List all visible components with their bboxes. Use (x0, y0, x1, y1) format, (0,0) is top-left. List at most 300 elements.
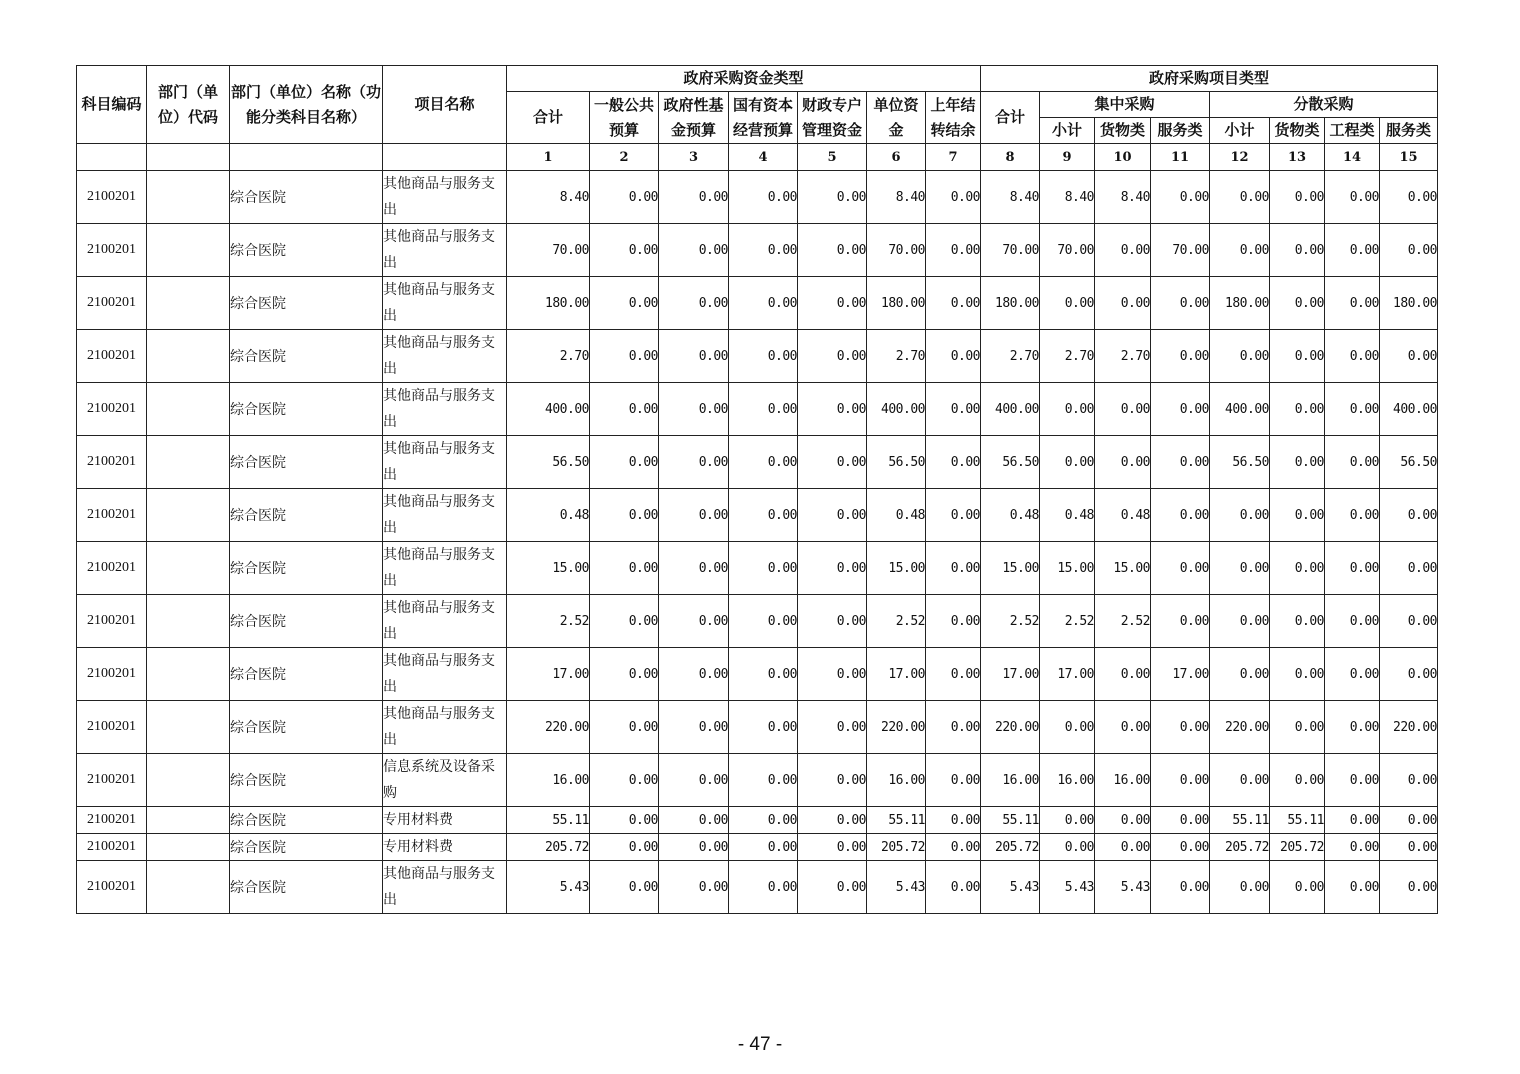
amount-cell: 0.00 (1380, 595, 1438, 648)
project-name-cell: 其他商品与服务支出 (383, 701, 507, 754)
amount-cell: 0.00 (1040, 807, 1095, 834)
amount-cell: 180.00 (1210, 277, 1270, 330)
amount-cell: 0.00 (1095, 648, 1151, 701)
project-name-cell: 其他商品与服务支出 (383, 595, 507, 648)
amount-cell: 0.48 (1095, 489, 1151, 542)
amount-cell: 0.00 (926, 224, 981, 277)
header-column-number: 11 (1151, 144, 1210, 171)
amount-cell: 17.00 (1151, 648, 1210, 701)
project-name-cell: 其他商品与服务支出 (383, 648, 507, 701)
amount-cell: 0.00 (798, 595, 867, 648)
amount-cell: 0.00 (590, 595, 659, 648)
header-fund-total: 合计 (507, 92, 590, 144)
header-special-account-fund: 财政专户管理资金 (798, 92, 867, 144)
amount-cell: 0.00 (1210, 542, 1270, 595)
header-type-total: 合计 (981, 92, 1040, 144)
amount-cell: 2.52 (867, 595, 926, 648)
amount-cell: 0.00 (1325, 277, 1380, 330)
amount-cell: 0.00 (1095, 383, 1151, 436)
project-name-cell: 其他商品与服务支出 (383, 277, 507, 330)
amount-cell: 0.00 (1325, 648, 1380, 701)
amount-cell: 16.00 (507, 754, 590, 807)
amount-cell: 0.00 (798, 754, 867, 807)
header-gov-fund-budget: 政府性基金预算 (659, 92, 729, 144)
amount-cell: 0.00 (659, 383, 729, 436)
amount-cell: 0.00 (1325, 754, 1380, 807)
amount-cell: 0.00 (590, 330, 659, 383)
project-name-cell: 其他商品与服务支出 (383, 224, 507, 277)
subject-code-cell: 2100201 (77, 595, 147, 648)
amount-cell: 0.00 (1380, 861, 1438, 914)
project-name-cell: 其他商品与服务支出 (383, 489, 507, 542)
amount-cell: 70.00 (507, 224, 590, 277)
unit-name-cell: 综合医院 (230, 436, 383, 489)
header-project-name: 项目名称 (383, 66, 507, 144)
amount-cell: 0.48 (981, 489, 1040, 542)
amount-cell: 15.00 (867, 542, 926, 595)
project-name-cell: 其他商品与服务支出 (383, 542, 507, 595)
amount-cell: 0.00 (926, 330, 981, 383)
dept-code-cell (147, 807, 230, 834)
amount-cell: 0.00 (729, 277, 798, 330)
header-column-number: 15 (1380, 144, 1438, 171)
header-unit-fund: 单位资金 (867, 92, 926, 144)
amount-cell: 0.00 (1270, 701, 1325, 754)
amount-cell: 0.00 (1151, 277, 1210, 330)
header-column-number: 6 (867, 144, 926, 171)
header-column-number: 3 (659, 144, 729, 171)
table-row (77, 383, 1438, 436)
amount-cell: 0.00 (590, 807, 659, 834)
amount-cell: 0.00 (1325, 489, 1380, 542)
dept-code-cell (147, 224, 230, 277)
amount-cell: 0.00 (729, 436, 798, 489)
amount-cell: 2.52 (507, 595, 590, 648)
header-dispersed-procurement: 分散采购 (1210, 92, 1438, 118)
amount-cell: 0.00 (1270, 436, 1325, 489)
amount-cell: 16.00 (981, 754, 1040, 807)
amount-cell: 0.00 (798, 701, 867, 754)
amount-cell: 0.00 (590, 436, 659, 489)
amount-cell: 0.00 (1210, 171, 1270, 224)
amount-cell: 0.00 (1325, 807, 1380, 834)
dept-code-cell (147, 330, 230, 383)
amount-cell: 400.00 (867, 383, 926, 436)
dept-code-cell (147, 861, 230, 914)
unit-name-cell: 综合医院 (230, 383, 383, 436)
amount-cell: 0.00 (1095, 224, 1151, 277)
amount-cell: 17.00 (507, 648, 590, 701)
procurement-table (76, 65, 1438, 914)
project-name-cell: 其他商品与服务支出 (383, 436, 507, 489)
project-name-cell: 专用材料费 (383, 807, 507, 834)
amount-cell: 16.00 (1095, 754, 1151, 807)
amount-cell: 0.00 (659, 224, 729, 277)
amount-cell: 0.00 (1325, 436, 1380, 489)
table-row (77, 542, 1438, 595)
project-name-cell: 其他商品与服务支出 (383, 171, 507, 224)
amount-cell: 55.11 (507, 807, 590, 834)
amount-cell: 205.72 (507, 834, 590, 861)
amount-cell: 0.00 (1270, 383, 1325, 436)
amount-cell: 0.00 (1095, 834, 1151, 861)
amount-cell: 55.11 (1210, 807, 1270, 834)
amount-cell: 0.00 (1270, 277, 1325, 330)
table-row (77, 171, 1438, 224)
amount-cell: 0.00 (1151, 171, 1210, 224)
amount-cell: 0.00 (659, 330, 729, 383)
table-row (77, 277, 1438, 330)
amount-cell: 180.00 (981, 277, 1040, 330)
amount-cell: 8.40 (981, 171, 1040, 224)
amount-cell: 0.00 (590, 383, 659, 436)
amount-cell: 15.00 (507, 542, 590, 595)
amount-cell: 0.00 (729, 807, 798, 834)
header-dept-name: 部门（单位）名称（功能分类科目名称） (230, 66, 383, 144)
amount-cell: 205.72 (867, 834, 926, 861)
amount-cell: 0.00 (1325, 701, 1380, 754)
amount-cell: 0.00 (659, 595, 729, 648)
unit-name-cell: 综合医院 (230, 171, 383, 224)
amount-cell: 0.00 (729, 834, 798, 861)
amount-cell: 2.70 (1040, 330, 1095, 383)
unit-name-cell: 综合医院 (230, 701, 383, 754)
amount-cell: 0.00 (1270, 595, 1325, 648)
amount-cell: 0.00 (1095, 701, 1151, 754)
amount-cell: 0.00 (1151, 595, 1210, 648)
unit-name-cell: 综合医院 (230, 861, 383, 914)
amount-cell: 0.00 (926, 648, 981, 701)
dept-code-cell (147, 542, 230, 595)
amount-cell: 0.00 (1210, 224, 1270, 277)
amount-cell: 0.48 (1040, 489, 1095, 542)
amount-cell: 0.00 (798, 542, 867, 595)
amount-cell: 0.00 (659, 701, 729, 754)
table-row (77, 595, 1438, 648)
amount-cell: 0.00 (1040, 436, 1095, 489)
subject-code-cell: 2100201 (77, 277, 147, 330)
amount-cell: 5.43 (981, 861, 1040, 914)
header-column-number: 7 (926, 144, 981, 171)
amount-cell: 0.00 (659, 436, 729, 489)
amount-cell: 56.50 (507, 436, 590, 489)
amount-cell: 400.00 (1380, 383, 1438, 436)
amount-cell: 0.00 (926, 861, 981, 914)
header-central-services: 服务类 (1151, 118, 1210, 144)
amount-cell: 0.00 (1325, 171, 1380, 224)
table-header (77, 66, 1438, 171)
amount-cell: 0.00 (1210, 595, 1270, 648)
header-number-blank (383, 144, 507, 171)
dept-code-cell (147, 383, 230, 436)
header-number-blank (77, 144, 147, 171)
header-column-number: 9 (1040, 144, 1095, 171)
amount-cell: 0.00 (1325, 542, 1380, 595)
amount-cell: 0.00 (926, 807, 981, 834)
subject-code-cell: 2100201 (77, 701, 147, 754)
dept-code-cell (147, 489, 230, 542)
amount-cell: 0.00 (1210, 754, 1270, 807)
amount-cell: 15.00 (1095, 542, 1151, 595)
amount-cell: 0.00 (926, 754, 981, 807)
amount-cell: 400.00 (1210, 383, 1270, 436)
table-row (77, 224, 1438, 277)
amount-cell: 0.00 (798, 383, 867, 436)
amount-cell: 0.00 (729, 489, 798, 542)
amount-cell: 0.00 (659, 861, 729, 914)
amount-cell: 0.00 (590, 701, 659, 754)
amount-cell: 8.40 (1095, 171, 1151, 224)
subject-code-cell: 2100201 (77, 648, 147, 701)
amount-cell: 0.00 (729, 171, 798, 224)
amount-cell: 0.00 (1151, 861, 1210, 914)
header-column-number: 8 (981, 144, 1040, 171)
amount-cell: 0.00 (729, 383, 798, 436)
subject-code-cell: 2100201 (77, 224, 147, 277)
amount-cell: 0.00 (590, 277, 659, 330)
subject-code-cell: 2100201 (77, 542, 147, 595)
dept-code-cell (147, 277, 230, 330)
amount-cell: 2.70 (981, 330, 1040, 383)
dept-code-cell (147, 754, 230, 807)
amount-cell: 70.00 (1040, 224, 1095, 277)
header-dispersed-goods: 货物类 (1270, 118, 1325, 144)
amount-cell: 0.00 (590, 542, 659, 595)
table-row (77, 436, 1438, 489)
amount-cell: 0.00 (798, 807, 867, 834)
header-column-number: 14 (1325, 144, 1380, 171)
header-central-subtotal: 小计 (1040, 118, 1095, 144)
amount-cell: 180.00 (507, 277, 590, 330)
amount-cell: 0.00 (729, 754, 798, 807)
amount-cell: 17.00 (981, 648, 1040, 701)
amount-cell: 0.00 (1325, 330, 1380, 383)
amount-cell: 205.72 (981, 834, 1040, 861)
amount-cell: 56.50 (981, 436, 1040, 489)
amount-cell: 0.00 (1270, 171, 1325, 224)
table-body (77, 171, 1438, 914)
header-dispersed-subtotal: 小计 (1210, 118, 1270, 144)
amount-cell: 0.00 (659, 648, 729, 701)
amount-cell: 0.00 (798, 436, 867, 489)
amount-cell: 0.00 (1380, 330, 1438, 383)
unit-name-cell: 综合医院 (230, 595, 383, 648)
amount-cell: 0.00 (926, 171, 981, 224)
amount-cell: 0.00 (659, 834, 729, 861)
subject-code-cell: 2100201 (77, 171, 147, 224)
amount-cell: 0.00 (926, 542, 981, 595)
amount-cell: 400.00 (507, 383, 590, 436)
amount-cell: 220.00 (1210, 701, 1270, 754)
amount-cell: 0.00 (1270, 648, 1325, 701)
header-project-type-group: 政府采购项目类型 (981, 66, 1438, 92)
amount-cell: 8.40 (867, 171, 926, 224)
unit-name-cell: 综合医院 (230, 330, 383, 383)
amount-cell: 17.00 (867, 648, 926, 701)
amount-cell: 55.11 (1270, 807, 1325, 834)
amount-cell: 0.48 (867, 489, 926, 542)
dept-code-cell (147, 436, 230, 489)
amount-cell: 0.00 (798, 330, 867, 383)
header-number-blank (147, 144, 230, 171)
amount-cell: 0.00 (590, 861, 659, 914)
amount-cell: 0.00 (659, 542, 729, 595)
amount-cell: 0.00 (659, 807, 729, 834)
amount-cell: 0.00 (590, 834, 659, 861)
amount-cell: 16.00 (1040, 754, 1095, 807)
amount-cell: 0.00 (926, 436, 981, 489)
page-number: - 47 - (737, 1034, 783, 1055)
amount-cell: 0.00 (1380, 807, 1438, 834)
unit-name-cell: 综合医院 (230, 834, 383, 861)
unit-name-cell: 综合医院 (230, 754, 383, 807)
amount-cell: 70.00 (981, 224, 1040, 277)
amount-cell: 0.00 (1270, 489, 1325, 542)
unit-name-cell: 综合医院 (230, 542, 383, 595)
amount-cell: 0.00 (1210, 489, 1270, 542)
amount-cell: 0.00 (1151, 330, 1210, 383)
amount-cell: 0.00 (729, 861, 798, 914)
dept-code-cell (147, 171, 230, 224)
header-central-procurement: 集中采购 (1040, 92, 1210, 118)
table-row (77, 834, 1438, 861)
project-name-cell: 其他商品与服务支出 (383, 383, 507, 436)
header-column-number: 1 (507, 144, 590, 171)
amount-cell: 2.70 (507, 330, 590, 383)
amount-cell: 0.00 (729, 648, 798, 701)
amount-cell: 0.00 (1040, 383, 1095, 436)
header-column-number: 5 (798, 144, 867, 171)
dept-code-cell (147, 648, 230, 701)
header-dispersed-services: 服务类 (1380, 118, 1438, 144)
amount-cell: 0.00 (1095, 807, 1151, 834)
amount-cell: 0.00 (1270, 224, 1325, 277)
amount-cell: 0.00 (1210, 330, 1270, 383)
table-row (77, 489, 1438, 542)
header-column-number: 10 (1095, 144, 1151, 171)
amount-cell: 0.00 (1151, 489, 1210, 542)
table-row (77, 807, 1438, 834)
header-central-goods: 货物类 (1095, 118, 1151, 144)
amount-cell: 0.00 (1270, 542, 1325, 595)
amount-cell: 70.00 (1151, 224, 1210, 277)
unit-name-cell: 综合医院 (230, 489, 383, 542)
amount-cell: 0.00 (729, 701, 798, 754)
amount-cell: 0.00 (1325, 834, 1380, 861)
header-general-budget: 一般公共预算 (590, 92, 659, 144)
amount-cell: 220.00 (981, 701, 1040, 754)
amount-cell: 205.72 (1270, 834, 1325, 861)
amount-cell: 0.00 (926, 489, 981, 542)
amount-cell: 220.00 (867, 701, 926, 754)
amount-cell: 0.00 (590, 224, 659, 277)
amount-cell: 0.00 (926, 595, 981, 648)
header-column-number: 13 (1270, 144, 1325, 171)
subject-code-cell: 2100201 (77, 834, 147, 861)
amount-cell: 0.00 (1380, 489, 1438, 542)
amount-cell: 2.70 (867, 330, 926, 383)
amount-cell: 2.52 (1040, 595, 1095, 648)
amount-cell: 56.50 (867, 436, 926, 489)
header-dept-code: 部门（单位）代码 (147, 66, 230, 144)
amount-cell: 0.00 (798, 861, 867, 914)
amount-cell: 0.00 (1151, 436, 1210, 489)
amount-cell: 0.00 (926, 277, 981, 330)
amount-cell: 220.00 (1380, 701, 1438, 754)
amount-cell: 0.00 (1380, 648, 1438, 701)
unit-name-cell: 综合医院 (230, 277, 383, 330)
header-subject-code: 科目编码 (77, 66, 147, 144)
amount-cell: 17.00 (1040, 648, 1095, 701)
amount-cell: 0.00 (1270, 754, 1325, 807)
subject-code-cell: 2100201 (77, 754, 147, 807)
amount-cell: 5.43 (1040, 861, 1095, 914)
amount-cell: 0.00 (659, 277, 729, 330)
amount-cell: 0.00 (1380, 834, 1438, 861)
amount-cell: 0.00 (1380, 171, 1438, 224)
amount-cell: 0.00 (1325, 383, 1380, 436)
amount-cell: 2.52 (1095, 595, 1151, 648)
table-row (77, 701, 1438, 754)
amount-cell: 0.00 (729, 224, 798, 277)
subject-code-cell: 2100201 (77, 807, 147, 834)
amount-cell: 8.40 (1040, 171, 1095, 224)
amount-cell: 15.00 (1040, 542, 1095, 595)
amount-cell: 0.00 (1325, 595, 1380, 648)
amount-cell: 2.52 (981, 595, 1040, 648)
header-carryover: 上年结转结余 (926, 92, 981, 144)
amount-cell: 0.00 (1040, 277, 1095, 330)
amount-cell: 0.00 (1151, 834, 1210, 861)
header-dispersed-engineering: 工程类 (1325, 118, 1380, 144)
amount-cell: 70.00 (867, 224, 926, 277)
amount-cell: 0.00 (926, 834, 981, 861)
amount-cell: 5.43 (867, 861, 926, 914)
amount-cell: 0.00 (798, 171, 867, 224)
amount-cell: 0.00 (798, 277, 867, 330)
table-row (77, 754, 1438, 807)
amount-cell: 0.00 (1151, 807, 1210, 834)
unit-name-cell: 综合医院 (230, 807, 383, 834)
amount-cell: 0.00 (1210, 648, 1270, 701)
amount-cell: 0.00 (1380, 224, 1438, 277)
amount-cell: 0.48 (507, 489, 590, 542)
subject-code-cell: 2100201 (77, 330, 147, 383)
amount-cell: 0.00 (659, 489, 729, 542)
amount-cell: 0.00 (1095, 277, 1151, 330)
amount-cell: 400.00 (981, 383, 1040, 436)
amount-cell: 0.00 (590, 489, 659, 542)
project-name-cell: 其他商品与服务支出 (383, 330, 507, 383)
amount-cell: 56.50 (1380, 436, 1438, 489)
amount-cell: 0.00 (590, 648, 659, 701)
table-row (77, 648, 1438, 701)
amount-cell: 0.00 (1095, 436, 1151, 489)
project-name-cell: 专用材料费 (383, 834, 507, 861)
amount-cell: 5.43 (1095, 861, 1151, 914)
amount-cell: 0.00 (798, 489, 867, 542)
unit-name-cell: 综合医院 (230, 648, 383, 701)
amount-cell: 56.50 (1210, 436, 1270, 489)
amount-cell: 0.00 (1270, 861, 1325, 914)
unit-name-cell: 综合医院 (230, 224, 383, 277)
amount-cell: 0.00 (1325, 224, 1380, 277)
amount-cell: 180.00 (1380, 277, 1438, 330)
project-name-cell: 其他商品与服务支出 (383, 861, 507, 914)
amount-cell: 180.00 (867, 277, 926, 330)
amount-cell: 0.00 (1040, 834, 1095, 861)
amount-cell: 0.00 (926, 383, 981, 436)
